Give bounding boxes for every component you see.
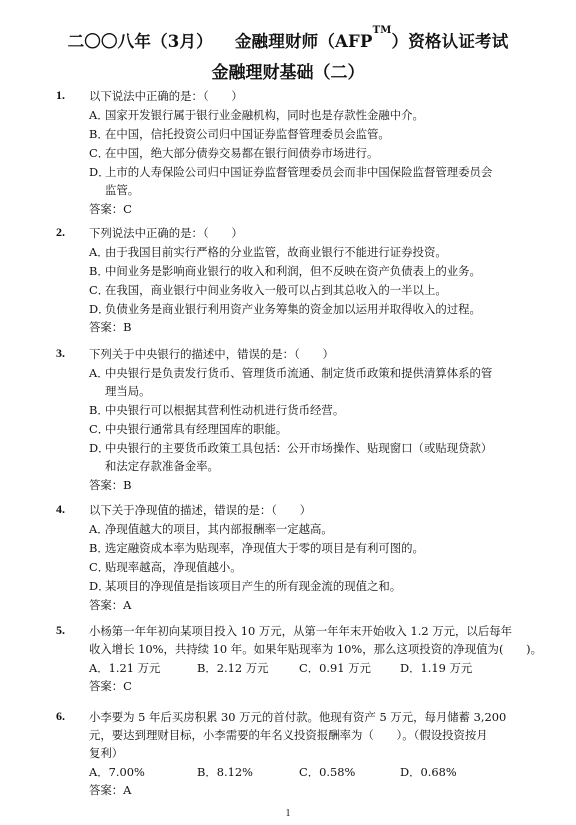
answer: 答案：C xyxy=(89,202,132,216)
option-b: B．中央银行可以根据其营利性动机进行货币经营。 xyxy=(89,403,345,417)
question-number: 6. xyxy=(56,709,65,723)
option-c: C．在我国，商业银行中间业务收入一般可以占到其总收入的一半以上。 xyxy=(89,283,447,297)
question-number: 1. xyxy=(56,88,65,102)
option-b: B．8.12% xyxy=(197,765,253,779)
option-c: C．在中国，绝大部分债券交易都在银行间债券市场进行。 xyxy=(89,146,379,160)
question-number: 3. xyxy=(56,346,65,360)
exam-name-suffix: ）资格认证考试 xyxy=(391,32,509,51)
question-stem-line-2: 收入增长 10%，共持续 10 年。如果年贴现率为 10%，那么这项投资的净现值为( )。 xyxy=(89,642,543,656)
exam-date: 二〇〇八年（3月） xyxy=(67,32,213,51)
question-number: 4. xyxy=(56,502,65,516)
answer: 答案：B xyxy=(89,478,132,492)
exam-name: 金融理财师（AFP xyxy=(234,32,373,51)
option-a: A．7.00% xyxy=(89,765,145,779)
exam-subtitle: 金融理财基础（二） xyxy=(211,63,365,83)
option-d: D．中央银行的主要货币政策工具包括：公开市场操作、贴现窗口（或贴现贷款） xyxy=(89,441,493,455)
question-number: 2. xyxy=(56,225,65,239)
question-stem-line-1: 小李要为 5 年后买房积累 30 万元的首付款。他现有资产 5 万元，每月储蓄 3,200 xyxy=(89,710,507,724)
question-stem: 以下说法中正确的是：（ ） xyxy=(89,89,243,103)
question-stem: 以下关于净现值的描述，错误的是：（ ） xyxy=(89,503,312,517)
question-stem-line-1: 小杨第一年年初向某项目投入 10 万元，从第一年年末开始收入 1.2 万元，以后每年 xyxy=(89,624,512,638)
option-d: D．1.19 万元 xyxy=(400,661,473,675)
option-b: B．2.12 万元 xyxy=(197,661,269,675)
option-d: D．某项目的净现值是指该项目产生的所有现金流的现值之和。 xyxy=(89,579,402,593)
option-c: C．中央银行通常具有经理国库的职能。 xyxy=(89,422,288,436)
answer: 答案：B xyxy=(89,320,132,334)
option-d-continued: 监管。 xyxy=(105,183,140,197)
option-d-continued: 和法定存款准备金率。 xyxy=(105,459,219,473)
trademark-mark: TM xyxy=(372,25,392,36)
option-b: B．在中国，信托投资公司归中国证券监督管理委员会监管。 xyxy=(89,127,390,141)
answer: 答案：A xyxy=(89,598,132,612)
question-stem: 下列说法中正确的是：（ ） xyxy=(89,226,243,240)
page-number: 1 xyxy=(285,808,291,819)
option-a: A．由于我国目前实行严格的分业监管，故商业银行不能进行证券投资。 xyxy=(89,245,447,259)
option-a-continued: 理当局。 xyxy=(105,384,151,398)
question-number: 5. xyxy=(56,623,65,637)
exam-title xyxy=(0,25,576,52)
option-c: C．0.91 万元 xyxy=(299,661,371,675)
option-d: D．上市的人寿保险公司归中国证券监督管理委员会而非中国保险监督管理委员会 xyxy=(89,165,493,179)
option-b: B．选定融资成本率为贴现率，净现值大于零的项目是有利可图的。 xyxy=(89,541,424,555)
option-b: B．中间业务是影响商业银行的收入和利润，但不反映在资产负债表上的业务。 xyxy=(89,264,481,278)
question-stem-line-2: 元，要达到理财目标，小李需要的年名义投资报酬率为（ ）。（假设投资按月 xyxy=(89,728,488,742)
answer: 答案：A xyxy=(89,783,132,797)
option-d: D．负债业务是商业银行利用资产业务筹集的资金加以运用并取得收入的过程。 xyxy=(89,302,481,316)
question-stem: 下列关于中央银行的描述中，错误的是：（ ） xyxy=(89,347,334,361)
answer: 答案：C xyxy=(89,679,132,693)
question-stem-line-3: 复利） xyxy=(89,746,124,760)
option-a: A．净现值越大的项目，其内部报酬率一定越高。 xyxy=(89,522,333,536)
option-a: A．1.21 万元 xyxy=(89,661,161,675)
option-d: D．0.68% xyxy=(400,765,457,779)
option-a: A．国家开发银行属于银行业金融机构，同时也是存款性金融中介。 xyxy=(89,108,424,122)
option-c: C．贴现率越高，净现值越小。 xyxy=(89,560,242,574)
option-a: A．中央银行是负责发行货币、管理货币流通、制定货币政策和提供清算体系的管 xyxy=(89,366,493,380)
option-c: C．0.58% xyxy=(299,765,356,779)
